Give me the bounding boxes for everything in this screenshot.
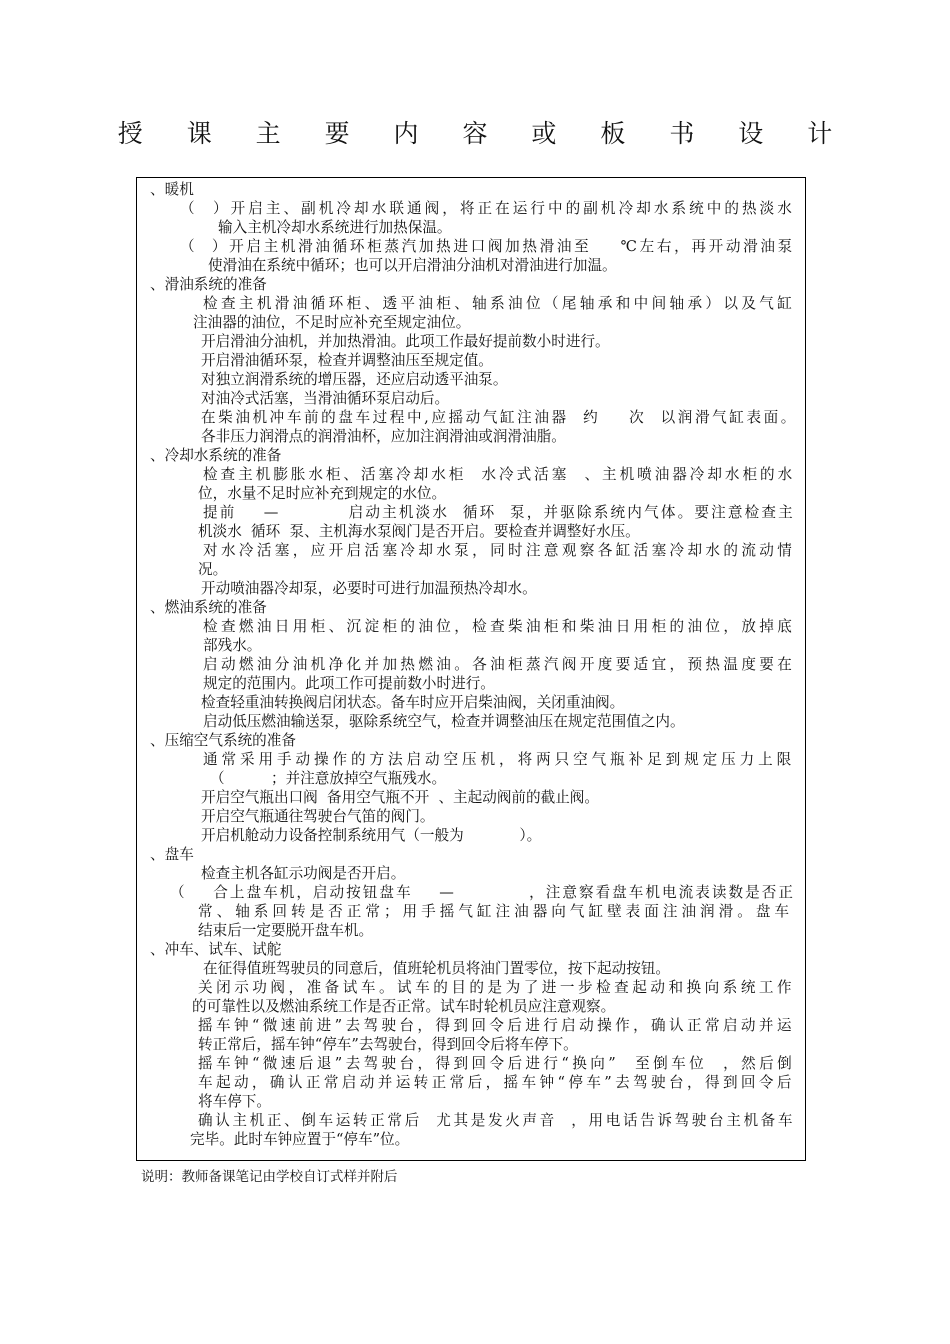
content-line: 检查轻重油转换阀启闭状态。备车时应开启柴油阀，关闭重油阀。 — [201, 694, 625, 711]
content-line: 、暖机 — [150, 181, 194, 198]
content-line: 规定的范围内。此项工作可提前数小时进行。 — [203, 675, 495, 692]
content-line: 部残水。 — [203, 637, 262, 654]
content-line: 开启空气瓶出口阀 备用空气瓶不开 、主起动阀前的截止阀。 — [201, 789, 599, 806]
content-line: 转正常后，摇车钟“停车”去驾驶台，得到回令后将车停下。 — [198, 1036, 578, 1053]
content-line: 在柴油机冲车前的盘车过程中,应摇动气缸注油器 约 次 以润滑气缸表面。 — [201, 409, 798, 426]
content-line: 况。 — [198, 561, 228, 578]
content-line: 对水冷活塞，应开启活塞冷却水泵，同时注意观察各缸活塞冷却水的流动情 — [203, 542, 796, 559]
content-line: 输入主机冷却水系统进行加热保温。 — [218, 219, 452, 236]
content-line: 位，水量不足时应补充到规定的水位。 — [198, 485, 447, 502]
content-line: 注油器的油位，不足时应补充至规定油位。 — [193, 314, 471, 331]
content-line: 摇车钟“微速后退”去驾驶台，得到回令后进行“换向” 至倒车位 ，然后倒 — [198, 1055, 796, 1072]
content-line: 对独立润滑系统的增压器，还应启动透平油泵。 — [201, 371, 508, 388]
content-line: 在征得值班驾驶员的同意后，值班轮机员将油门置零位，按下起动按钮。 — [203, 960, 671, 977]
content-line: 、冲车、试车、试舵 — [150, 941, 282, 958]
content-line: 将车停下。 — [198, 1093, 271, 1110]
content-line: 、盘车 — [150, 846, 194, 863]
content-line: 检查主机各缸示功阀是否开启。 — [201, 865, 406, 882]
content-line: 检查主机膨胀水柜、活塞冷却水柜 水冷式活塞 、主机喷油器冷却水柜的水 — [203, 466, 796, 483]
content-line: 的可靠性以及燃油系统工作是否正常。试车时轮机员应注意观察。 — [192, 998, 616, 1015]
page-title: 授 课 主 要 内 容 或 板 书 设 计 — [117, 119, 851, 148]
content-line: 关闭示功阀，准备试车。试车的目的是为了进一步检查起动和换向系统工作 — [198, 979, 796, 996]
content-line: 开动喷油器冷却泵，必要时可进行加温预热冷却水。 — [201, 580, 537, 597]
content-line: 启动低压燃油输送泵，驱除系统空气，检查并调整油压在规定范围值之内。 — [203, 713, 685, 730]
content-line: 启动燃油分油机净化并加热燃油。各油柜蒸汽阀开度要适宜，预热温度要在 — [203, 656, 796, 673]
content-line: 检查主机滑油循环柜、透平油柜、轴系油位（尾轴承和中间轴承）以及气缸 — [203, 295, 796, 312]
content-line: 结束后一定要脱开盘车机。 — [198, 922, 374, 939]
content-line: 完毕。此时车钟应置于“停车”位。 — [190, 1131, 410, 1148]
content-line: 常、轴系回转是否正常；用手摇气缸注油器向气缸壁表面注油润滑。盘车 — [198, 903, 794, 920]
content-line: 检查燃油日用柜、沉淀柜的油位，检查柴油柜和柴油日用柜的油位，放掉底 — [203, 618, 796, 635]
content-line: 车起动，确认正常启动并运转正常后，摇车钟“停车”去驾驶台，得到回令后 — [198, 1074, 795, 1091]
content-line: 使滑油在系统中循环；也可以开启滑油分油机对滑油进行加温。 — [208, 257, 617, 274]
content-line: 、冷却水系统的准备 — [150, 447, 282, 464]
content-line: 开启滑油分油机，并加热滑油。此项工作最好提前数小时进行。 — [201, 333, 610, 350]
content-line: （ ；并注意放掉空气瓶残水。 — [210, 770, 447, 787]
content-line: 、滑油系统的准备 — [150, 276, 267, 293]
content-line: 、压缩空气系统的准备 — [150, 732, 296, 749]
content-line: 开启空气瓶通往驾驶台气笛的阀门。 — [201, 808, 435, 825]
footer-note: 说明：教师备课笔记由学校自订式样并附后 — [141, 1169, 398, 1185]
content-line: 提前 — 启动主机淡水 循环 泵，并驱除系统内气体。要注意检查主 — [203, 504, 795, 521]
content-line: 机淡水 循环 泵、主机海水泵阀门是否开启。要检查并调整好水压。 — [198, 523, 640, 540]
content-line: （ 合上盘车机，启动按钮盘车 — ，注意察看盘车机电流表读数是否正 — [170, 884, 795, 901]
content-line: （ ）开启主、副机冷却水联通阀，将正在运行中的副机冷却水系统中的热淡水 — [180, 200, 795, 217]
content-line: 对油冷式活塞，当滑油循环泵启动后。 — [201, 390, 450, 407]
content-line: 开启滑油循环泵，检查并调整油压至规定值。 — [201, 352, 493, 369]
content-line: 摇车钟“微速前进”去驾驶台，得到回令后进行启动操作，确认正常启动并运 — [198, 1017, 795, 1034]
content-line: 通常采用手动操作的方法启动空压机，将两只空气瓶补足到规定压力上限 — [203, 751, 796, 768]
content-line: （ ）开启主机滑油循环柜蒸汽加热进口阀加热滑油至 ℃左右，再开动滑油泵 — [180, 238, 795, 255]
content-line: 、燃油系统的准备 — [150, 599, 267, 616]
content-line: 各非压力润滑点的润滑油杯，应加注润滑油或润滑油脂。 — [201, 428, 566, 445]
content-line: 开启机舱动力设备控制系统用气（一般为 ）。 — [201, 827, 542, 844]
content-line: 确认主机正、倒车运转正常后 尤其是发火声音 ，用电话告诉驾驶台主机备车 — [198, 1112, 796, 1129]
